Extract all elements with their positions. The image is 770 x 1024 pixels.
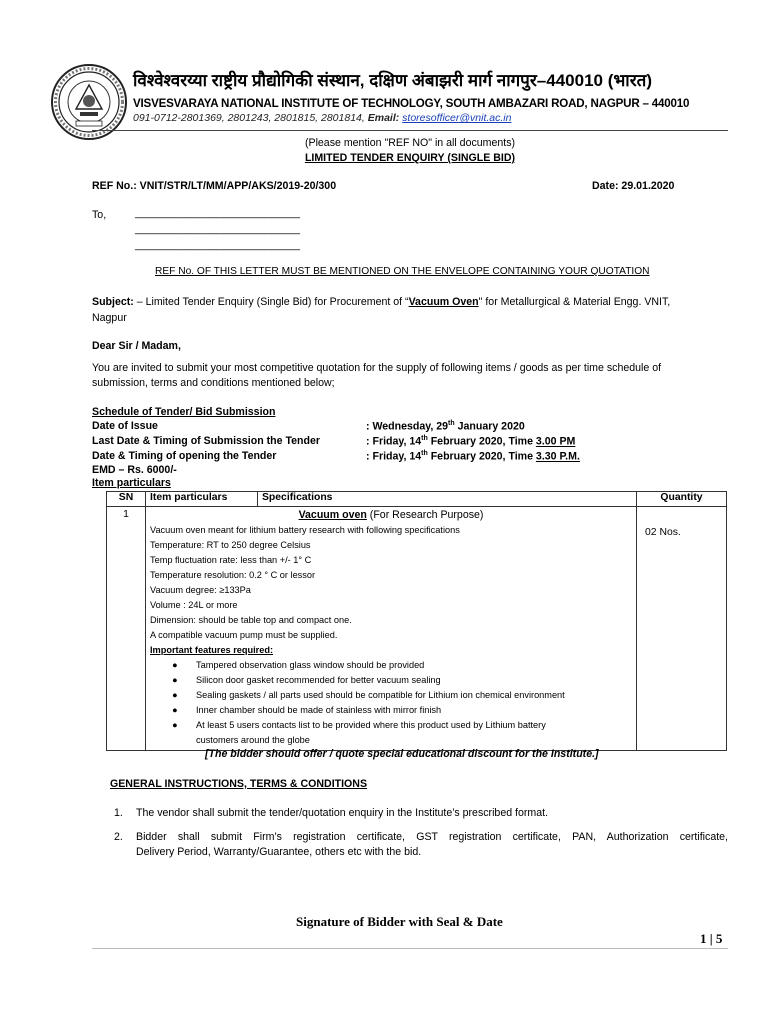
intro-line-1: You are invited to submit your most competitive quotation for the supply of following items / goods as per time schedule of <box>92 362 662 374</box>
subject-label: Subject: <box>92 296 134 308</box>
envelope-note: REF No. OF THIS LETTER MUST BE MENTIONED ON THE ENVELOPE CONTAINING YOUR QUOTATION <box>155 266 650 277</box>
ordinal-suffix: th <box>421 435 428 442</box>
schedule-value-opening-text-2: February 2020, Time <box>427 450 536 463</box>
feature-item <box>150 688 632 703</box>
header-sn: SN <box>107 492 146 507</box>
schedule-value-submission <box>366 435 575 448</box>
salutation: Dear Sir / Madam, <box>92 340 181 352</box>
bullet-icon: ● <box>172 675 178 685</box>
feature-text: Inner chamber should be made of stainless with mirror finish <box>196 705 442 715</box>
item-title <box>150 509 632 521</box>
discount-note: [The bidder should offer / quote special educational discount for the Institute.] <box>205 748 599 760</box>
email-link[interactable]: storesofficer@vnit.ac.in <box>402 112 512 124</box>
subject-line <box>92 294 728 326</box>
schedule-value-issue-text-2: January 2020 <box>454 420 525 433</box>
schedule-value-opening-text: : Friday, 14 <box>366 450 422 463</box>
feature-item <box>150 718 632 733</box>
opening-time: 3.30 P.M. <box>535 450 580 463</box>
items-table <box>106 491 727 751</box>
footer-divider <box>92 948 728 949</box>
spec-line: Dimension: should be table top and compact one. <box>150 615 352 625</box>
address-blank-3: ____________________________ <box>135 239 300 251</box>
table-row <box>107 507 727 751</box>
ordinal-suffix: th <box>421 450 428 457</box>
institute-name-hindi: विश्वेश्वरय्या राष्ट्रीय प्रौद्योगिकी संस्थान, दक्षिण अंबाझरी मार्ग नागपुर–440010 (भारत) <box>133 71 653 90</box>
bullet-icon: ● <box>172 660 178 670</box>
feature-text: Silicon door gasket recommended for better vacuum sealing <box>196 675 441 685</box>
instruction-text: The vendor shall submit the tender/quotation enquiry in the Institute’s prescribed format. <box>136 807 549 819</box>
address-blank-1: ____________________________ <box>135 207 300 219</box>
schedule-label-opening: Date & Timing of opening the Tender <box>92 450 277 462</box>
spec-line: A compatible vacuum pump must be supplied. <box>150 630 338 640</box>
spec-line: Volume : 24L or more <box>150 600 238 610</box>
instruction-number: 2. <box>114 831 123 843</box>
row-quantity: 02 Nos. <box>637 507 727 751</box>
feature-item <box>150 658 632 673</box>
schedule-value-submission-text: : Friday, 14 <box>366 435 422 448</box>
ref-mention-note: (Please mention "REF NO" in all documents) <box>304 137 516 149</box>
contact-line <box>133 112 511 124</box>
header-divider <box>92 130 728 131</box>
spec-line: Vacuum degree: ≥133Pa <box>150 585 251 595</box>
row-specifications <box>146 507 637 751</box>
header-item-particulars: Item particulars <box>146 492 258 507</box>
header-quantity: Quantity <box>637 492 727 507</box>
schedule-heading: Schedule of Tender/ Bid Submission <box>92 406 276 418</box>
row-sn: 1 <box>107 507 146 751</box>
ordinal-suffix: th <box>448 420 455 427</box>
bullet-icon: ● <box>172 690 178 700</box>
signature-line: Signature of Bidder with Seal & Date <box>296 914 503 929</box>
spec-line: Temperature resolution: 0.2 ° C or lessor <box>150 570 316 580</box>
header-specifications: Specifications <box>258 492 637 507</box>
feature-text: Tampered observation glass window should be provided <box>196 660 425 670</box>
feature-continuation: customers around the globe <box>196 735 310 745</box>
email-label: Email: <box>367 112 400 124</box>
item-title-suffix: (For Research Purpose) <box>366 509 484 521</box>
ref-number: REF No.: VNIT/STR/LT/MM/APP/AKS/2019-20/300 <box>92 180 337 192</box>
submission-time: 3.00 PM <box>535 435 576 448</box>
subject-post: " for Metallurgical & Material Engg. VNIT, <box>478 296 671 308</box>
schedule-label-submission: Last Date & Timing of Submission the Tender <box>92 435 320 447</box>
instruction-text-continued: Delivery Period, Warranty/Guarantee, others etc with the bid. <box>136 846 422 858</box>
to-label: To, <box>92 209 107 221</box>
feature-item <box>150 703 632 718</box>
general-instructions-heading: GENERAL INSTRUCTIONS, TERMS & CONDITIONS <box>110 778 368 790</box>
schedule-value-submission-text-2: February 2020, Time <box>427 435 536 448</box>
subject-pre: – Limited Tender Enquiry (Single Bid) for Procurement of “ <box>133 296 409 308</box>
subject-item: Vacuum Oven <box>408 296 479 308</box>
bullet-icon: ● <box>172 705 178 715</box>
bullet-icon: ● <box>172 720 178 730</box>
spec-line: Vacuum oven meant for lithium battery research with following specifications <box>150 525 460 535</box>
address-blank-2: ____________________________ <box>135 223 300 235</box>
institute-name-english: VISVESVARAYA NATIONAL INSTITUTE OF TECHNOLOGY, SOUTH AMBAZARI ROAD, NAGPUR – 440010 <box>133 97 690 110</box>
subject-line-2: Nagpur <box>92 312 127 324</box>
schedule-value-opening <box>366 450 580 463</box>
page-number: 1 | 5 <box>700 931 723 946</box>
table-header-row <box>107 492 727 507</box>
letter-date: Date: 29.01.2020 <box>592 180 675 192</box>
spec-line: Temp fluctuation rate: less than +/- 1° C <box>150 555 312 565</box>
intro-line-2: submission, terms and conditions mentioned below; <box>92 377 335 389</box>
feature-item <box>150 673 632 688</box>
spec-line: Temperature: RT to 250 degree Celsius <box>150 540 311 550</box>
item-title-text: Vacuum oven <box>298 509 367 521</box>
schedule-value-issue <box>366 420 525 433</box>
schedule-label-issue: Date of Issue <box>92 420 158 432</box>
item-particulars-heading: Item particulars <box>92 477 171 489</box>
feature-text: At least 5 users contacts list to be provided where this product used by Lithium battery <box>196 720 546 730</box>
feature-text: Sealing gaskets / all parts used should be compatible for Lithium ion chemical environment <box>196 690 565 700</box>
emd-amount: EMD – Rs. 6000/- <box>92 464 177 476</box>
features-heading: Important features required: <box>150 645 274 655</box>
phone-numbers: 091-0712-2801369, 2801243, 2801815, 2801814, <box>133 112 365 124</box>
instruction-text: Bidder shall submit Firm’s registration certificate, GST registration certificate, PAN, Authorization certificate, <box>136 831 728 843</box>
tender-heading: LIMITED TENDER ENQUIRY (SINGLE BID) <box>304 152 516 164</box>
schedule-value-issue-text: : Wednesday, 29 <box>366 420 449 433</box>
instruction-number: 1. <box>114 807 123 819</box>
